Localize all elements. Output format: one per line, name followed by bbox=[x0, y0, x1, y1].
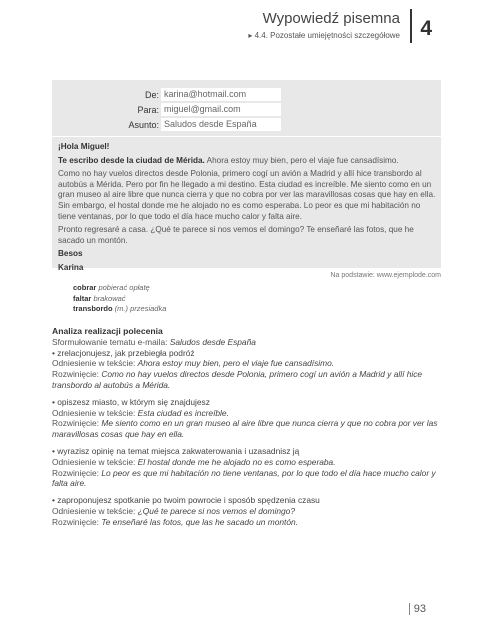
point-bullet: • wyrazisz opinię na temat miejsca zakwaterowania i uzasadnisz ją bbox=[52, 445, 300, 456]
email-paragraph-2: Pronto regresaré a casa. ¿Qué te parece si nos vemos el domingo? Te enseñaré las fotos, que he sacado un montón. bbox=[58, 225, 414, 245]
point-development: Rozwinięcie: Me siento como en un gran museo al aire libre que nunca cierra y que no cobra por ver las maravillosas cosas que hay en ella. bbox=[52, 418, 438, 440]
email-intro-bold: Te escribo desde la ciudad de Mérida. bbox=[58, 155, 205, 165]
point-bullet: • zaproponujesz spotkanie po twoim powrocie i sposób spędzenia czasu bbox=[52, 495, 320, 506]
email-box bbox=[52, 80, 441, 272]
section-subtitle: ▸ 4.4. Pozostałe umiejętności szczegółowe bbox=[248, 31, 400, 40]
email-intro-rest: Ahora estoy muy bien, pero el viaje fue cansadísimo. bbox=[204, 155, 399, 165]
from-row bbox=[52, 88, 441, 102]
vocab-item: faltar brakować bbox=[73, 293, 126, 303]
subject-field: Saludos desde España bbox=[161, 118, 281, 131]
analysis-point bbox=[52, 348, 444, 391]
point-reference: Odniesienie w tekście: ¿Qué te parece si nos vemos el domingo? bbox=[52, 505, 296, 516]
point-development: Rozwinięcie: Lo peor es que mi habitación no tiene ventanas, por lo que todo el día hace mucho calor y falta aire. bbox=[52, 467, 436, 489]
email-intro bbox=[58, 156, 438, 167]
vocab-item: cobrar pobierać opłatę bbox=[73, 283, 150, 292]
point-reference: Odniesienie w tekście: Esta ciudad es increíble. bbox=[52, 407, 229, 418]
header-divider bbox=[410, 9, 412, 43]
subject-row bbox=[52, 118, 441, 132]
page-number: 93 bbox=[409, 603, 426, 615]
email-divider bbox=[52, 136, 441, 137]
point-bullet: • zrelacjonujesz, jak przebiegła podróż bbox=[52, 347, 195, 358]
from-field: karina@hotmail.com bbox=[161, 88, 281, 101]
analysis-section bbox=[52, 326, 444, 528]
email-closing: Besos bbox=[58, 249, 83, 259]
point-development: Rozwinięcie: Te enseñaré las fotos, que las he sacado un montón. bbox=[52, 516, 298, 527]
point-development: Rozwinięcie: Como no hay vuelos directos desde Polonia, primero cogí un avión a Madrid y allí hice transbordo al autobús a Mérida. bbox=[52, 369, 423, 390]
point-bullet: • opiszesz miasto, w którym się znajdujesz bbox=[52, 396, 210, 407]
analysis-point bbox=[52, 495, 444, 527]
source-note: Na podstawie: www.ejemplode.com bbox=[330, 272, 441, 279]
point-reference: Odniesienie w tekście: El hostal donde me he alojado no es como esperaba. bbox=[52, 456, 336, 467]
vocab-item: transbordo (m.) przesiadka bbox=[73, 304, 167, 313]
page-header bbox=[152, 6, 452, 46]
email-greeting: ¡Hola Miguel! bbox=[58, 142, 110, 151]
subject-line: Sformułowanie tematu e-maila: Saludos desde España bbox=[52, 336, 256, 347]
analysis-point bbox=[52, 397, 444, 440]
email-body bbox=[58, 142, 438, 274]
email-paragraph-1: Como no hay vuelos directos desde Polonia, primero cogí un avión a Madrid y allí hice transbordo al autobús a Mérida. Pero por fin he llegado a mi destino. Esta ciudad es increíble. Me siento como en un gran museo al aire libre que nunca cierra y que no cobra por ver las maravillosas cosas que hay en ella. Sin embargo, el hostal donde me he alojado no es como esperaba. Lo peor es que mi habitación no tiene ventanas, por lo que todo el día hace mucho calor y falta aire. bbox=[58, 169, 436, 221]
section-title: Wypowiedź pisemna bbox=[262, 10, 400, 27]
page-number-divider bbox=[409, 603, 410, 615]
to-label: Para: bbox=[137, 105, 159, 115]
to-row bbox=[52, 103, 441, 117]
analysis-point bbox=[52, 446, 444, 489]
email-signature: Karina bbox=[58, 262, 84, 272]
subject-label: Asunto: bbox=[128, 120, 159, 130]
vocabulary-list bbox=[73, 283, 166, 315]
point-reference: Odniesienie w tekście: Ahora estoy muy bien, pero el viaje fue cansadísimo. bbox=[52, 358, 335, 369]
chapter-number: 4 bbox=[420, 17, 432, 40]
from-label: De: bbox=[144, 90, 159, 100]
analysis-title: Analiza realizacji polecenia bbox=[52, 326, 163, 336]
to-field: miguel@gmail.com bbox=[161, 103, 281, 116]
